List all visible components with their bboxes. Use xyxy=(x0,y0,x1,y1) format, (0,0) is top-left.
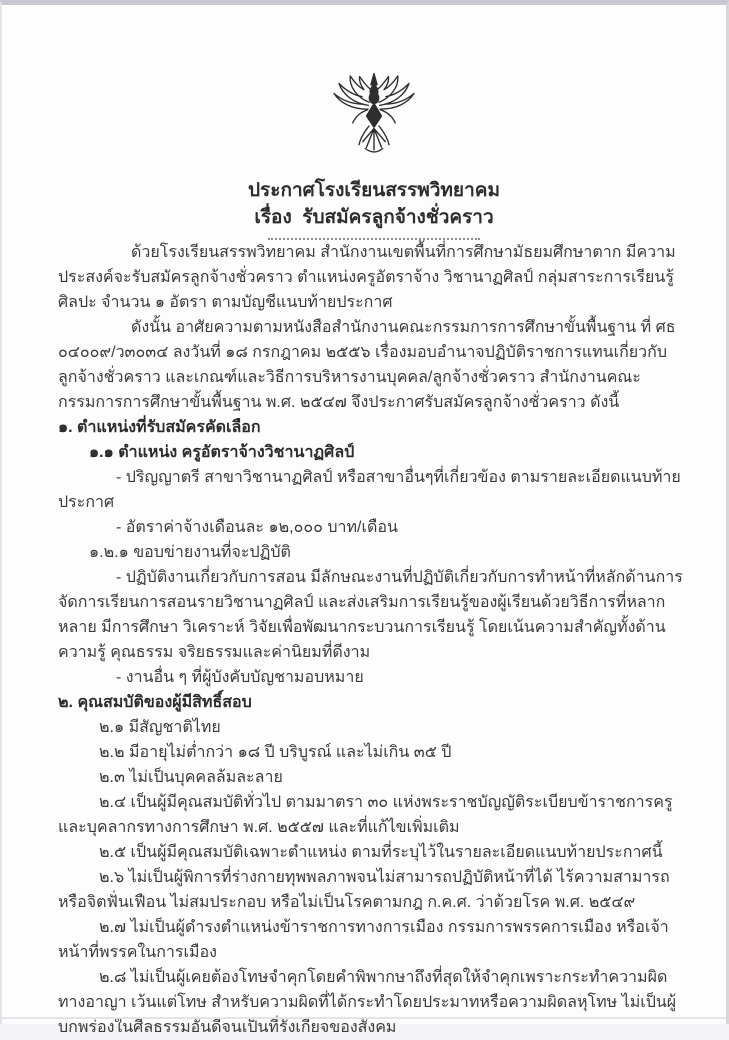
salary-bullet: - อัตราค่าจ้างเดือนละ ๑๒,๐๐๐ บาท/เดือน xyxy=(116,519,398,536)
announcement-page xyxy=(2,5,726,1036)
document-header xyxy=(58,177,690,240)
section-1-1-heading: ๑.๑ ตำแหน่ง ครูอัตราจ้างวิชานาฏศิลป์ xyxy=(89,444,355,461)
announcement-subject: เรื่อง รับสมัครลูกจ้างชั่วคราว xyxy=(254,207,494,228)
eligibility-item: ๒.๕ เป็นผู้มีคุณสมบัติเฉพาะตำแหน่ง ตามที่ระบุไว้ในรายละเอียดแนบท้ายประกาศนี้ xyxy=(99,844,663,861)
intro-paragraph-1: ด้วยโรงเรียนสรรพวิทยาคม สำนักงานเขตพื้นที่การศึกษามัธยมศึกษาตาก มีความประสงค์จะรับสมัครลูกจ้างชั่วคราว ตำแหน่งครูอัตราจ้าง วิชานาฏศิลป์ กลุ่มสาระการเรียนรู้ศิลปะ จำนวน ๑ อัตรา ตามบัญชีแนบท้ายประกาศ xyxy=(58,244,676,311)
eligibility-item: ๒.๖ ไม่เป็นผู้พิการที่ร่างกายทุพพลภาพจนไม่สามารถปฏิบัติหน้าที่ได้ ไร้ความสามารถ หรือจิตฟั่นเฟือน ไม่สมประกอบ หรือไม่เป็นโรคตามกฎ ก.ค.ศ. ว่าด้วยโรค พ.ศ. ๒๕๔๙ xyxy=(58,869,670,911)
qualification-bullet: - ปริญญาตรี สาขาวิชานาฏศิลป์ หรือสาขาอื่นๆที่เกี่ยวข้อง ตามรายละเอียดแนบท้ายประกาศ xyxy=(58,469,681,511)
intro-paragraph-2: ดังนั้น อาศัยความตามหนังสือสำนักงานคณะกรรมการการศึกษาขั้นพื้นฐาน ที่ ศธ ๐๔๐๐๙/ว๓๐๓๔ ลงวันที่ ๑๘ กรกฎาคม ๒๕๕๖ เรื่องมอบอำนาจปฏิบัติราชการแทนเกี่ยวกับลูกจ้างชั่วคราว และเกณฑ์และวิธีการบริหารงานบุคคล/ลูกจ้างชั่วคราว สำนักงานคณะกรรมการการศึกษาขั้นพื้นฐาน พ.ศ. ๒๕๔๗ จึงประกาศรับสมัครลูกจ้างชั่วคราว ดังนี้ xyxy=(58,319,676,411)
eligibility-item: ๒.๑ มีสัญชาติไทย xyxy=(99,719,221,736)
eligibility-item: ๒.๒ มีอายุไม่ต่ำกว่า ๑๘ ปี บริบูรณ์ และไม่เกิน ๓๕ ปี xyxy=(99,744,452,761)
garuda-emblem xyxy=(322,71,426,171)
announcement-title: ประกาศโรงเรียนสรรพวิทยาคม xyxy=(248,180,500,201)
section-2-heading: ๒. คุณสมบัติของผู้มีสิทธิ์สอบ xyxy=(58,694,252,711)
announcement-body xyxy=(58,240,690,1040)
eligibility-item: ๒.๗ ไม่เป็นผู้ดำรงตำแหน่งข้าราชการทางการเมือง กรรมการพรรคการเมือง หรือเจ้าหน้าที่พรรคในการเมือง xyxy=(58,919,669,961)
scope-item: - ปฏิบัติงานเกี่ยวกับการสอน มีลักษณะงานที่ปฏิบัติเกี่ยวกับการทำหน้าที่หลักด้านการจัดการเรียนการสอนรายวิชานาฏศิลป์ และส่งเสริมการเรียนรู้ของผู้เรียนด้วยวิธีการที่หลากหลาย มีการศึกษา วิเคราะห์ วิจัยเพื่อพัฒนากระบวนการเรียนรู้ โดยเน้นความสำคัญทั้งด้านความรู้ คุณธรรม จริยธรรมและค่านิยมที่ดีงาม xyxy=(58,569,683,661)
scope-item: - งานอื่น ๆ ที่ผู้บังคับบัญชามอบหมาย xyxy=(116,669,364,686)
eligibility-item: ๒.๔ เป็นผู้มีคุณสมบัติทั่วไป ตามมาตรา ๓๐ แห่งพระราชบัญญัติระเบียบข้าราชการครูและบุคลากรทางการศึกษา พ.ศ. ๒๕๕๗ และที่แก้ไขเพิ่มเติม xyxy=(58,794,673,836)
section-1-heading: ๑. ตำแหน่งที่รับสมัครคัดเลือก xyxy=(58,419,261,436)
scope-heading: ๑.๒.๑ ขอบข่ายงานที่จะปฏิบัติ xyxy=(89,544,291,561)
eligibility-item: ๒.๓ ไม่เป็นบุคคลล้มละลาย xyxy=(99,769,283,786)
eligibility-item: ๒.๘ ไม่เป็นผู้เคยต้องโทษจำคุกโดยคำพิพากษาถึงที่สุดให้จำคุกเพราะกระทำความผิดทางอาญา เว้นแต่โทษ สำหรับความผิดที่ได้กระทำโดยประมาทหรือความผิดลหุโทษ ไม่เป็นผู้บกพร่องในศีลธรรมอันดีจนเป็นที่รังเกียจของสังคม xyxy=(58,969,677,1036)
